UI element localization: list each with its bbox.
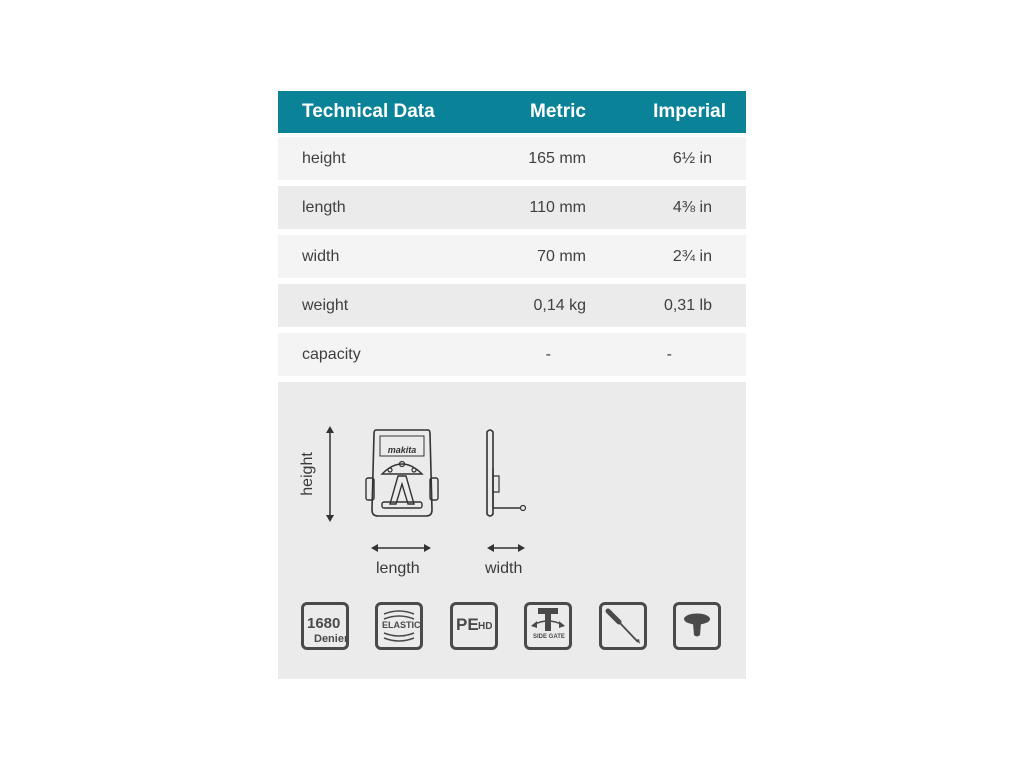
pe-label: PE bbox=[456, 615, 479, 634]
width-label: width bbox=[485, 560, 523, 577]
row-imperial-value: 4⅜ in bbox=[672, 199, 712, 216]
row-label: weight bbox=[302, 297, 349, 314]
row-metric-value: 110 mm bbox=[529, 199, 586, 216]
table-row-length bbox=[278, 186, 746, 229]
screwdriver-icon bbox=[599, 602, 647, 650]
height-label: height bbox=[299, 452, 316, 496]
brand-logo: makita bbox=[387, 445, 417, 455]
width-arrow-icon bbox=[487, 542, 525, 554]
header-technical-data: Technical Data bbox=[302, 101, 435, 122]
row-metric-value: 0,14 kg bbox=[533, 297, 586, 314]
row-metric-value: - bbox=[545, 346, 551, 363]
side-gate-icon bbox=[524, 602, 572, 650]
row-label: capacity bbox=[302, 346, 361, 363]
header-metric: Metric bbox=[530, 101, 586, 122]
length-label: length bbox=[376, 560, 420, 577]
table-row-capacity bbox=[278, 333, 746, 376]
row-imperial-value: 2¾ in bbox=[672, 248, 712, 265]
holster-front-view-icon bbox=[364, 426, 440, 520]
table-row-height bbox=[278, 137, 746, 180]
holster-side-view-icon bbox=[478, 428, 530, 522]
table-row-width bbox=[278, 235, 746, 278]
elastic-label: ELASTIC bbox=[382, 620, 421, 630]
row-metric-value: 165 mm bbox=[528, 150, 586, 167]
row-imperial-value: 0,31 lb bbox=[663, 297, 712, 314]
row-label: width bbox=[302, 248, 340, 265]
side-gate-label: SIDE GATE bbox=[533, 634, 565, 640]
pehd-icon bbox=[450, 602, 498, 650]
row-metric-value: 70 mm bbox=[537, 248, 586, 265]
table-header bbox=[278, 91, 746, 133]
denier-icon bbox=[301, 602, 349, 650]
length-arrow-icon bbox=[371, 542, 431, 554]
denier-label: Denier bbox=[314, 633, 349, 645]
hd-label: HD bbox=[478, 621, 493, 632]
rivet-icon bbox=[673, 602, 721, 650]
table-row-weight bbox=[278, 284, 746, 327]
row-imperial-value: 6½ in bbox=[672, 150, 712, 167]
technical-data-sheet bbox=[278, 91, 746, 679]
row-imperial-value: - bbox=[666, 346, 672, 363]
row-label: height bbox=[302, 150, 346, 167]
header-imperial: Imperial bbox=[653, 101, 726, 122]
elastic-icon bbox=[375, 602, 423, 650]
dimension-panel bbox=[278, 382, 746, 679]
denier-value: 1680 bbox=[307, 615, 341, 632]
row-label: length bbox=[302, 199, 346, 216]
height-arrow-icon bbox=[322, 426, 338, 522]
